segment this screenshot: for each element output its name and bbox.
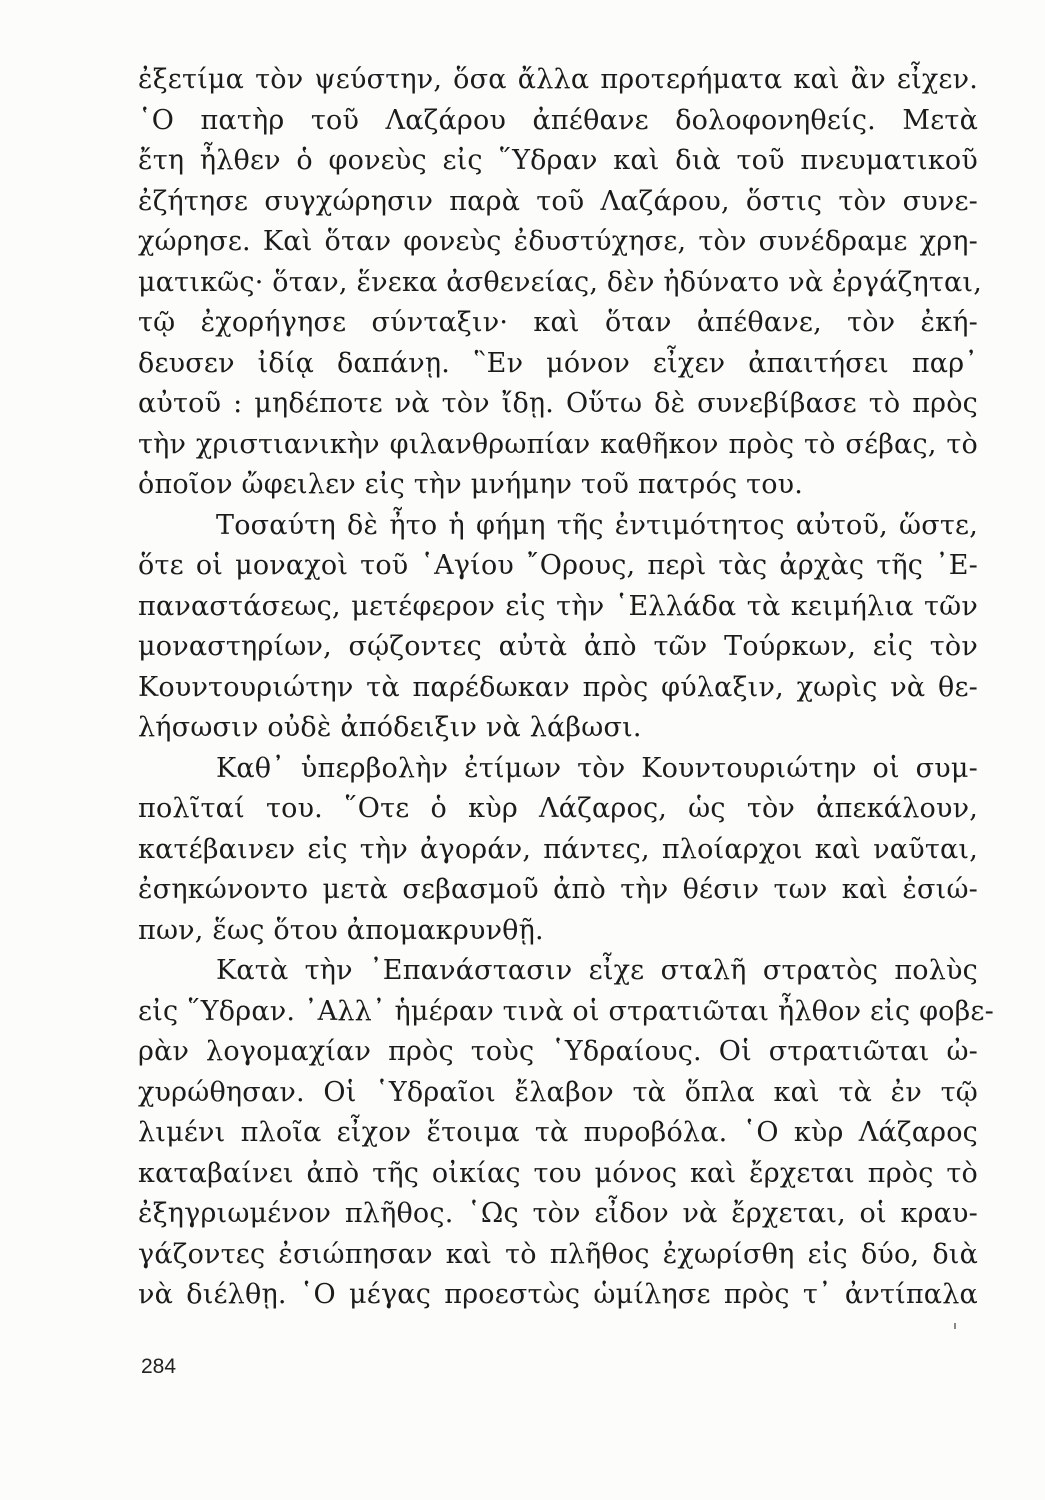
text-line: λιμένι πλοῖα εἶχον ἕτοιμα τὰ πυροβόλα. ῾Ο κὺρ Λάζαρος	[138, 1117, 978, 1148]
text-line: ἔτη ἦλθεν ὁ φονεὺς εἰς ῞Υδραν καὶ διὰ τοῦ πνευματικοῦ	[138, 145, 978, 176]
text-line: μοναστηρίων, σῴζοντες αὐτὰ ἀπὸ τῶν Τούρκων, εἰς τὸν	[138, 631, 978, 662]
text-line: ματικῶς· ὅταν, ἕνεκα ἀσθενείας, δὲν ἠδύνατο νὰ ἐργάζηται,	[138, 266, 982, 298]
text-line: αὐτοῦ : μηδέποτε νὰ τὸν ἴδῃ. Οὕτω δὲ συνεβίβασε τὸ πρὸς	[138, 388, 978, 419]
text-line: ὅτε οἱ μοναχοὶ τοῦ ῾Αγίου ῎Ορους, περὶ τὰς ἀρχὰς τῆς ᾿Ε-	[138, 550, 978, 581]
text-line: γάζοντες ἐσιώπησαν καὶ τὸ πλῆθος ἐχωρίσθη εἰς δύο, διὰ	[138, 1238, 978, 1270]
text-line: ἐξηγριωμένον πλῆθος. ῾Ως τὸν εἶδον νὰ ἔρχεται, οἱ κραυ-	[138, 1198, 978, 1229]
text-line: ὁποῖον ὤφειλεν εἰς τὴν μνήμην τοῦ πατρός του.	[138, 469, 804, 500]
text-line: πολῖταί του. ῞Οτε ὁ κὺρ Λάζαρος, ὡς τὸν ἀπεκάλουν,	[138, 793, 978, 824]
text-line: ρὰν λογομαχίαν πρὸς τοὺς ῾Υδραίους. Οἱ στρατιῶται ὠ-	[138, 1036, 978, 1067]
text-line: νὰ διέλθῃ. ῾Ο μέγας προεστὼς ὡμίλησε πρὸς τ᾽ ἀντίπαλα	[138, 1279, 978, 1310]
text-line: τῷ ἐχορήγησε σύνταξιν· καὶ ὅταν ἀπέθανε, τὸν ἐκή-	[138, 307, 978, 338]
text-line: ἐξετίμα τὸν ψεύστην, ὅσα ἄλλα προτερήματα καὶ ἂν εἶχεν.	[138, 64, 978, 95]
text-line: ῾Ο πατὴρ τοῦ Λαζάρου ἀπέθανε δολοφονηθείς. Μετὰ	[138, 104, 978, 136]
text-line: χώρησε. Καὶ ὅταν φονεὺς ἐδυστύχησε, τὸν συνέδραμε χρη-	[138, 226, 978, 257]
text-line: Κουντουριώτην τὰ παρέδωκαν πρὸς φύλαξιν, χωρὶς νὰ θε-	[138, 671, 978, 703]
text-line: κατέβαινεν εἰς τὴν ἀγοράν, πάντες, πλοίαρχοι καὶ ναῦται,	[138, 833, 978, 865]
print-speck	[954, 1323, 956, 1329]
text-line: Κατὰ τὴν ᾿Επανάστασιν εἶχε σταλῆ στρατὸς πολὺς	[216, 955, 978, 986]
text-line: χυρώθησαν. Οἱ ῾Υδραῖοι ἔλαβον τὰ ὅπλα καὶ τὰ ἐν τῷ	[138, 1076, 978, 1108]
text-line: πων, ἕως ὅτου ἀπομακρυνθῇ.	[138, 914, 544, 946]
text-line: εἰς ῞Υδραν. ᾿Αλλ᾽ ἡμέραν τινὰ οἱ στρατιῶται ἦλθον εἰς φοβε-	[138, 995, 994, 1027]
page-number: 284	[141, 1355, 177, 1378]
text-line: Τοσαύτη δὲ ἦτο ἡ φήμη τῆς ἐντιμότητος αὐτοῦ, ὥστε,	[216, 509, 978, 541]
text-line: παναστάσεως, μετέφερον εἰς τὴν ῾Ελλάδα τὰ κειμήλια τῶν	[138, 590, 978, 622]
text-line: ἐζήτησε συγχώρησιν παρὰ τοῦ Λαζάρου, ὅστις τὸν συνε-	[138, 185, 978, 217]
text-line: καταβαίνει ἀπὸ τῆς οἰκίας του μόνος καὶ ἔρχεται πρὸς τὸ	[138, 1157, 978, 1189]
text-line: δευσεν ἰδίᾳ δαπάνῃ. ῝Εν μόνον εἶχεν ἀπαιτήσει παρ᾽	[138, 347, 978, 379]
text-line: λήσωσιν οὐδὲ ἀπόδειξιν νὰ λάβωσι.	[138, 712, 642, 743]
text-line: τὴν χριστιανικὴν φιλανθρωπίαν καθῆκον πρὸς τὸ σέβας, τὸ	[138, 428, 978, 460]
text-line: Καθ᾽ ὑπερβολὴν ἐτίμων τὸν Κουντουριώτην οἱ συμ-	[216, 752, 978, 784]
text-line: ἐσηκώνοντο μετὰ σεβασμοῦ ἀπὸ τὴν θέσιν των καὶ ἐσιώ-	[138, 874, 978, 905]
